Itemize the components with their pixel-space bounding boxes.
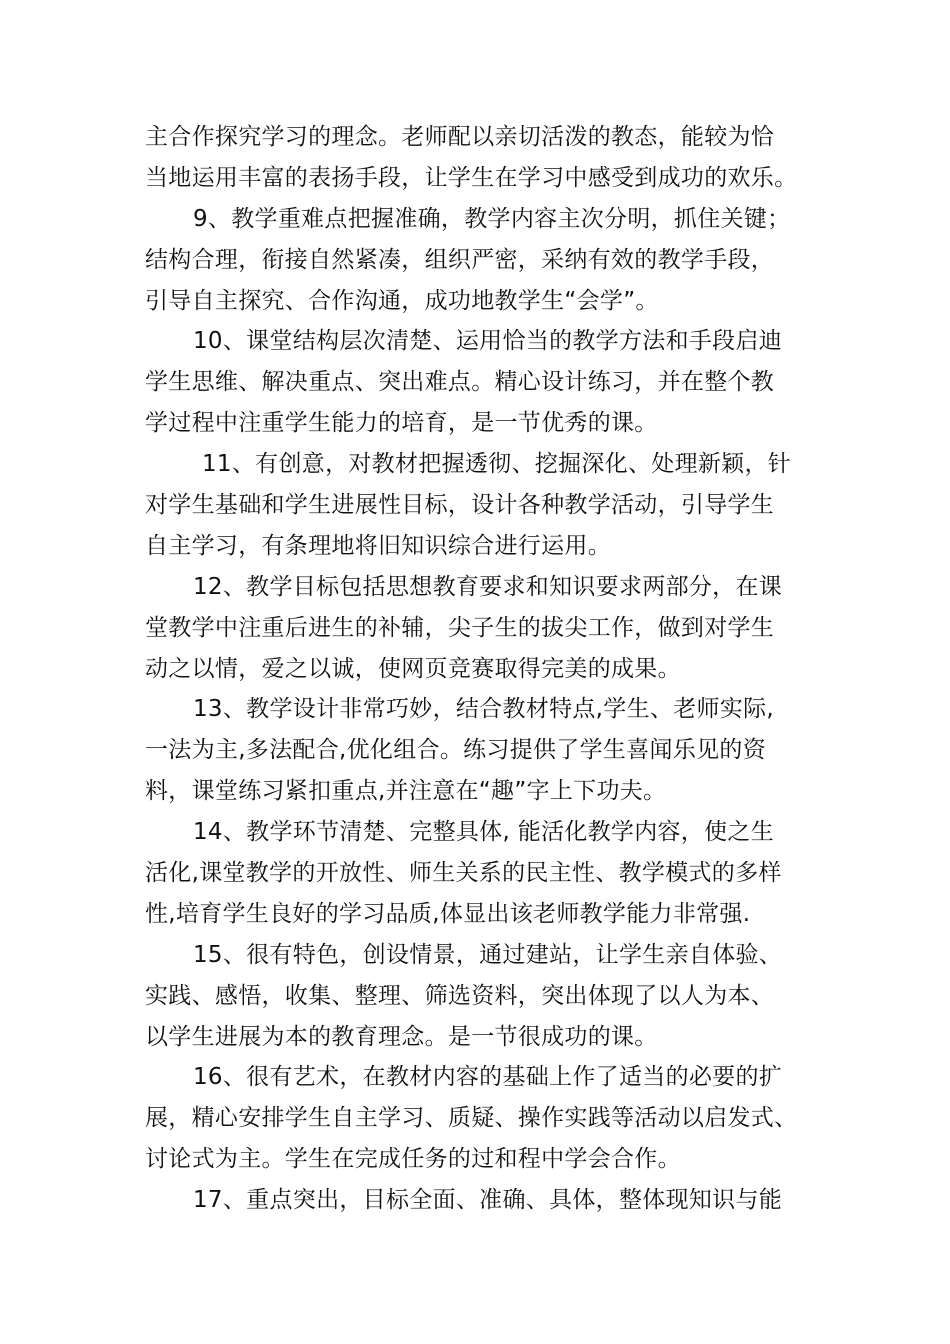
text-line: 12、教学目标包括思想教育要求和知识要求两部分，在课: [193, 573, 783, 600]
document-body: [145, 117, 815, 1221]
text-line: 引导自主探究、合作沟通，成功地教学生“会学”。: [145, 287, 659, 314]
text-line: 一法为主,多法配合,优化组合。练习提供了学生喜闻乐见的资: [145, 737, 767, 764]
text-line: 性,培育学生良好的学习品质,体显出该老师教学能力非常强.: [145, 900, 751, 927]
text-line: 活化,课堂教学的开放性、师生关系的民主性、教学模式的多样: [145, 860, 782, 887]
text-line: 17、重点突出，目标全面、准确、具体，整体现知识与能: [193, 1187, 783, 1214]
text-line: 展，精心安排学生自主学习、质疑、操作实践等活动以启发式、: [145, 1105, 798, 1132]
text-line: 14、教学环节清楚、完整具体, 能活化教学内容，使之生: [193, 819, 774, 846]
text-line: 10、课堂结构层次清楚、运用恰当的教学方法和手段启迪: [193, 328, 783, 355]
text-line: 学过程中注重学生能力的培育，是一节优秀的课。: [145, 410, 658, 437]
text-line: 当地运用丰富的表扬手段，让学生在学习中感受到成功的欢乐。: [145, 164, 798, 191]
text-line: 9、教学重难点把握准确，教学内容主次分明，抓住关键；: [193, 205, 791, 232]
text-line: 讨论式为主。学生在完成任务的过和程中学会合作。: [145, 1146, 681, 1173]
text-line: 11、有创意，对教材把握透彻、挖掘深化、处理新颖，针: [202, 451, 792, 478]
text-line: 13、教学设计非常巧妙，结合教材特点,学生、老师实际,: [193, 696, 774, 723]
text-line: 15、很有特色，创设情景，通过建站，让学生亲自体验、: [193, 941, 783, 968]
text-line: 结构合理，衔接自然紧凑，组织严密，采纳有效的教学手段，: [145, 246, 775, 273]
text-line: 以学生进展为本的教育理念。是一节很成功的课。: [145, 1023, 658, 1050]
text-line: 主合作探究学习的理念。老师配以亲切活泼的教态，能较为恰: [145, 124, 775, 150]
text-line: 实践、感悟，收集、整理、筛选资料，突出体现了以人为本、: [145, 982, 775, 1009]
text-line: 料，课堂练习紧扣重点,并注意在“趣”字上下功夫。: [145, 778, 667, 805]
text-line: 对学生基础和学生进展性目标，设计各种教学活动，引导学生: [145, 492, 775, 519]
text-line: 堂教学中注重后进生的补辅，尖子生的拔尖工作，做到对学生: [145, 614, 775, 641]
text-line: 自主学习，有条理地将旧知识综合进行运用。: [145, 532, 611, 559]
text-line: 动之以情，爱之以诚，使网页竞赛取得完美的成果。: [145, 655, 681, 682]
text-line: 16、很有艺术，在教材内容的基础上作了适当的必要的扩: [193, 1064, 783, 1091]
text-line: 学生思维、解决重点、突出难点。精心设计练习，并在整个教: [145, 369, 775, 396]
